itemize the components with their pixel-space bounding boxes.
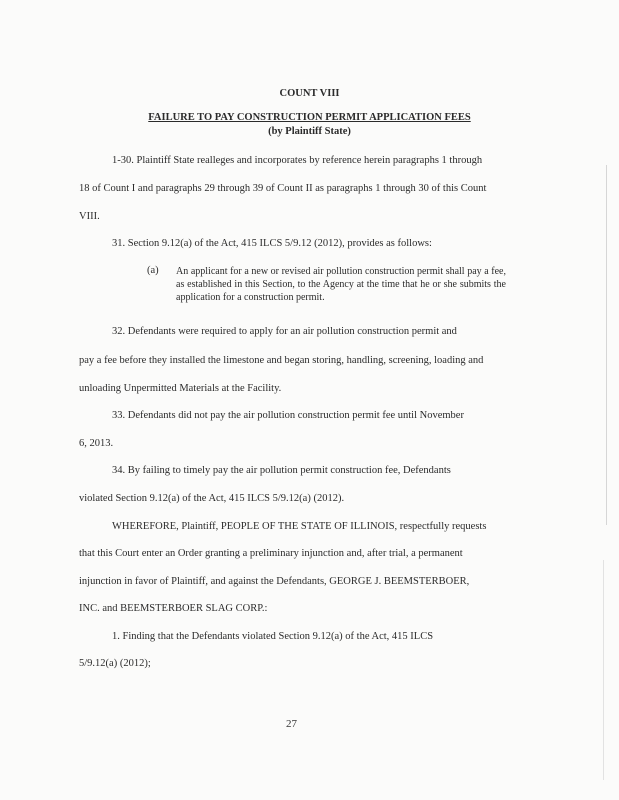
paragraph-32-line-3: unloading Unpermitted Materials at the Facility.	[79, 383, 282, 394]
wherefore-line-2: that this Court enter an Order granting a preliminary injunction and, after trial, a permanent	[79, 548, 463, 559]
quote-label: (a)	[147, 265, 159, 276]
paragraph-33-line-1: 33. Defendants did not pay the air pollution construction permit fee until November	[112, 410, 464, 421]
count-title: COUNT VIII	[279, 88, 340, 99]
scan-margin-line-lower	[603, 560, 604, 780]
relief-item-1-line-1: 1. Finding that the Defendants violated Section 9.12(a) of the Act, 415 ILCS	[112, 631, 434, 642]
paragraph-32-line-2: pay a fee before they installed the limestone and began storing, handling, screening, loading and	[79, 355, 484, 366]
quoted-statute: An applicant for a new or revised air pollution construction permit shall pay a fee, as established in this Section, to the Agency at the time that he or she submits the application for a construction permit.	[176, 266, 506, 303]
wherefore-line-3: injunction in favor of Plaintiff, and against the Defendants, GEORGE J. BEEMSTERBOER,	[79, 576, 470, 587]
paragraph-31: 31. Section 9.12(a) of the Act, 415 ILCS 5/9.12 (2012), provides as follows:	[112, 238, 432, 249]
wherefore-line-1: WHEREFORE, Plaintiff, PEOPLE OF THE STATE OF ILLINOIS, respectfully requests	[112, 521, 487, 532]
paragraph-32-line-1: 32. Defendants were required to apply for an air pollution construction permit and	[112, 326, 457, 337]
count-attribution: (by Plaintiff State)	[268, 126, 351, 137]
scan-margin-line	[606, 165, 607, 525]
relief-item-1-line-2: 5/9.12(a) (2012);	[79, 658, 151, 669]
paragraph-1-line-2: 18 of Count I and paragraphs 29 through 39 of Count II as paragraphs 1 through 30 of this Count	[79, 183, 487, 194]
paragraph-34-line-2: violated Section 9.12(a) of the Act, 415 ILCS 5/9.12(a) (2012).	[79, 493, 345, 504]
paragraph-1-line-1: 1-30. Plaintiff State realleges and incorporates by reference herein paragraphs 1 through	[112, 155, 483, 166]
page-number: 27	[286, 718, 297, 730]
paragraph-1-line-3: VIII.	[79, 211, 100, 222]
paragraph-34-line-1: 34. By failing to timely pay the air pollution permit construction fee, Defendants	[112, 465, 451, 476]
paragraph-33-line-2: 6, 2013.	[79, 438, 114, 449]
wherefore-line-4: INC. and BEEMSTERBOER SLAG CORP.:	[79, 603, 268, 614]
count-subtitle: FAILURE TO PAY CONSTRUCTION PERMIT APPLICATION FEES	[148, 112, 471, 123]
